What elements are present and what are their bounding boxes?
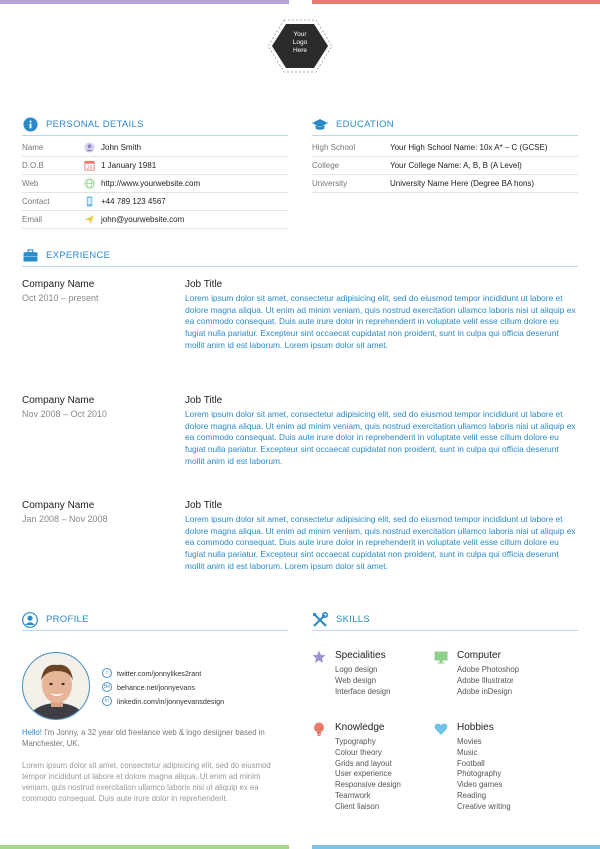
profile-intro-text: I'm Jonny, a 32 year old freelance web & logo designer based in Manchester, UK.	[22, 728, 265, 748]
job-description: Lorem ipsum dolor sit amet, consectetur adipisicing elit, sed do eiusmod tempor incididunt ut labore et dolore magna aliqua. Ut enim ad minim veniam, quis nostrud exercitation ullamco laboris nisi ut aliquip ex ea commodo consequat. Duis aute irure dolor in reprehenderit in voluptate velit esse cillum dolore eu fugiat nulla pariatur. Excepteur sint occaecat cupidatat non proident, sunt in culpa qui officia deserunt mollit anim id est laborum.	[185, 409, 576, 466]
detail-row-email	[22, 211, 288, 229]
company-name: Company Name	[22, 395, 95, 406]
profile-body: Lorem ipsum dolor sit amet, consectetur adipisicing elit, sed do eiusmod tempor incididunt ut labore et dolore magna aliqua. Ut enim ad minim veniam, quis nostrud exercitation ullamco laboris nisi ut aliquip ex ea commodo consequat. Duis aute irure dolor in reprehenderit.	[22, 761, 271, 803]
graduation-cap-icon	[312, 117, 328, 133]
briefcase-icon	[22, 248, 38, 264]
skill-item: Creative writing	[457, 801, 511, 811]
skill-item: Reading	[457, 790, 487, 800]
education-value: University Name Here (Degree BA hons)	[390, 179, 535, 188]
skill-group-list	[457, 665, 519, 697]
job-title: Job Title	[185, 279, 223, 290]
skill-group-title: Specialities	[335, 650, 386, 661]
skill-group-specialities	[312, 650, 432, 710]
education-row	[312, 175, 578, 193]
skill-group-list	[335, 737, 401, 813]
skill-group-title: Hobbies	[457, 722, 494, 733]
skill-group-hobbies	[434, 722, 574, 817]
profile-user-icon	[22, 612, 38, 628]
education-row	[312, 139, 578, 157]
skill-item: Movies	[457, 737, 482, 746]
skill-item: Teamwork	[335, 790, 371, 800]
bottom-left-accent-bar	[0, 845, 289, 849]
globe-icon	[83, 178, 95, 190]
detail-value: +44 789 123 4567	[101, 197, 166, 206]
company-name: Company Name	[22, 279, 95, 290]
profile-hello: Hello!	[22, 728, 42, 737]
skill-item: Grids and layout	[335, 758, 392, 768]
social-link-linkedin[interactable]	[102, 694, 224, 708]
logo-text: Your Logo Here	[292, 31, 308, 54]
detail-label: Contact	[22, 197, 50, 206]
experience-header	[22, 245, 578, 267]
social-link-text[interactable]: behance.net/jonnyevans	[117, 682, 195, 692]
behance-icon: Be	[103, 684, 111, 690]
detail-value: John Smith	[101, 143, 142, 152]
skill-item: Adobe Photoshop	[457, 665, 519, 674]
profile-photo	[22, 652, 90, 720]
education-label: High School	[312, 143, 356, 152]
skill-item: Colour theory	[335, 747, 382, 757]
skill-item: Logo design	[335, 665, 378, 674]
education-header	[312, 114, 578, 136]
twitter-icon: t	[102, 668, 112, 678]
education-label: College	[312, 161, 340, 170]
detail-value[interactable]: john@yourwebsite.com	[101, 215, 185, 224]
education-row	[312, 157, 578, 175]
skill-item: Typography	[335, 737, 376, 746]
phone-icon	[83, 196, 95, 208]
profile-intro	[22, 727, 284, 749]
education-value: Your High School Name: 10x A* – C (GCSE)	[390, 143, 548, 152]
education-list	[312, 139, 578, 193]
detail-row-contact	[22, 193, 288, 211]
skill-item: Football	[457, 758, 485, 768]
education-value: Your College Name: A, B, B (A Level)	[390, 161, 522, 170]
skill-item: Video games	[457, 780, 503, 790]
skills-header	[312, 609, 578, 631]
skill-group-knowledge	[312, 722, 432, 817]
monitor-icon	[434, 650, 448, 664]
skill-item: Adobe inDesign	[457, 686, 513, 696]
skill-group-list	[457, 737, 511, 813]
skill-group-title: Computer	[457, 650, 501, 661]
skill-item: Music	[457, 747, 478, 757]
personal-details-header	[22, 114, 288, 136]
employment-dates: Oct 2010 – present	[22, 293, 99, 303]
detail-value: 1 January 1981	[101, 161, 157, 170]
detail-value[interactable]: http://www.yourwebsite.com	[101, 179, 201, 188]
education-label: University	[312, 179, 348, 188]
skill-group-title: Knowledge	[335, 722, 385, 733]
detail-label: D.O.B	[22, 161, 44, 170]
skill-item: Responsive design	[335, 780, 401, 790]
detail-label: Web	[22, 179, 39, 188]
skill-item: User experience	[335, 769, 392, 779]
employment-dates: Jan 2008 – Nov 2008	[22, 514, 108, 524]
section-title: EXPERIENCE	[46, 250, 111, 261]
top-right-accent-bar	[312, 0, 600, 4]
logo	[266, 18, 334, 74]
skill-item: Adobe Illustrator	[457, 675, 514, 685]
section-title: PERSONAL DETAILS	[46, 119, 144, 130]
job-description: Lorem ipsum dolor sit amet, consectetur adipisicing elit, sed do eiusmod tempor incididunt ut labore et dolore magna aliqua. Ut enim ad minim veniam, quis nostrud exercitation ullamco laboris nisi ut aliquip ex ea commodo consequat. Duis aute irure dolor in reprehenderit in voluptate velit esse cillum dolore eu fugiat nulla pariatur. Excepteur sint occaecat cupidatat non proident, sunt in culpa qui officia deserunt mollit anim id est laborum. Lorem ipsum dolor sit amet.	[185, 514, 576, 571]
skill-item: Client liaison	[335, 801, 380, 811]
detail-row-name	[22, 139, 288, 157]
section-title: PROFILE	[46, 614, 89, 625]
bottom-right-accent-bar	[312, 845, 600, 849]
skill-item: Web design	[335, 675, 377, 685]
skill-group-computer	[434, 650, 574, 710]
linkedin-icon: in	[102, 696, 112, 706]
section-title: EDUCATION	[336, 119, 394, 130]
info-icon	[22, 117, 38, 133]
social-link-text[interactable]: linkedin.com/in/jonnyevansdesign	[117, 696, 225, 706]
top-left-accent-bar	[0, 0, 289, 4]
section-title: SKILLS	[336, 614, 371, 625]
social-link-twitter[interactable]	[102, 666, 224, 680]
calendar-icon-text: 29	[86, 164, 92, 170]
profile-header	[22, 609, 288, 631]
company-name: Company Name	[22, 500, 95, 511]
lightbulb-icon	[312, 722, 326, 736]
skill-item: Photography	[457, 769, 502, 779]
employment-dates: Nov 2008 – Oct 2010	[22, 409, 108, 419]
user-icon	[83, 142, 95, 154]
job-title: Job Title	[185, 395, 223, 406]
social-link-behance[interactable]	[102, 680, 224, 694]
social-link-text[interactable]: twitter.com/jonnylikes2rant	[117, 668, 202, 678]
job-title: Job Title	[185, 500, 223, 511]
heart-icon	[434, 722, 448, 736]
skill-group-list	[335, 665, 390, 697]
social-links	[102, 666, 224, 708]
personal-details-list	[22, 139, 288, 229]
star-icon	[312, 650, 326, 664]
detail-row-web	[22, 175, 288, 193]
detail-row-dob	[22, 157, 288, 175]
paper-plane-icon	[83, 214, 95, 226]
experience-item	[22, 395, 578, 485]
detail-label: Email	[22, 215, 43, 224]
experience-item	[22, 500, 578, 600]
job-description: Lorem ipsum dolor sit amet, consectetur adipisicing elit, sed do eiusmod tempor incididunt ut labore et dolore magna aliqua. Ut enim ad minim veniam, quis nostrud exercitation ullamco laboris nisi ut aliquip ex ea commodo consequat. Duis aute irure dolor in reprehenderit in voluptate velit esse cillum dolore eu fugiat nulla pariatur. Excepteur sint occaecat cupidatat non proident, sunt in culpa qui officia deserunt mollit anim id est laborum. Lorem ipsum dolor sit amet.	[185, 293, 576, 350]
tools-icon	[312, 612, 328, 628]
skill-item: Interface design	[335, 686, 391, 696]
calendar-icon	[83, 160, 95, 172]
detail-label: Name	[22, 143, 44, 152]
experience-item	[22, 279, 578, 379]
